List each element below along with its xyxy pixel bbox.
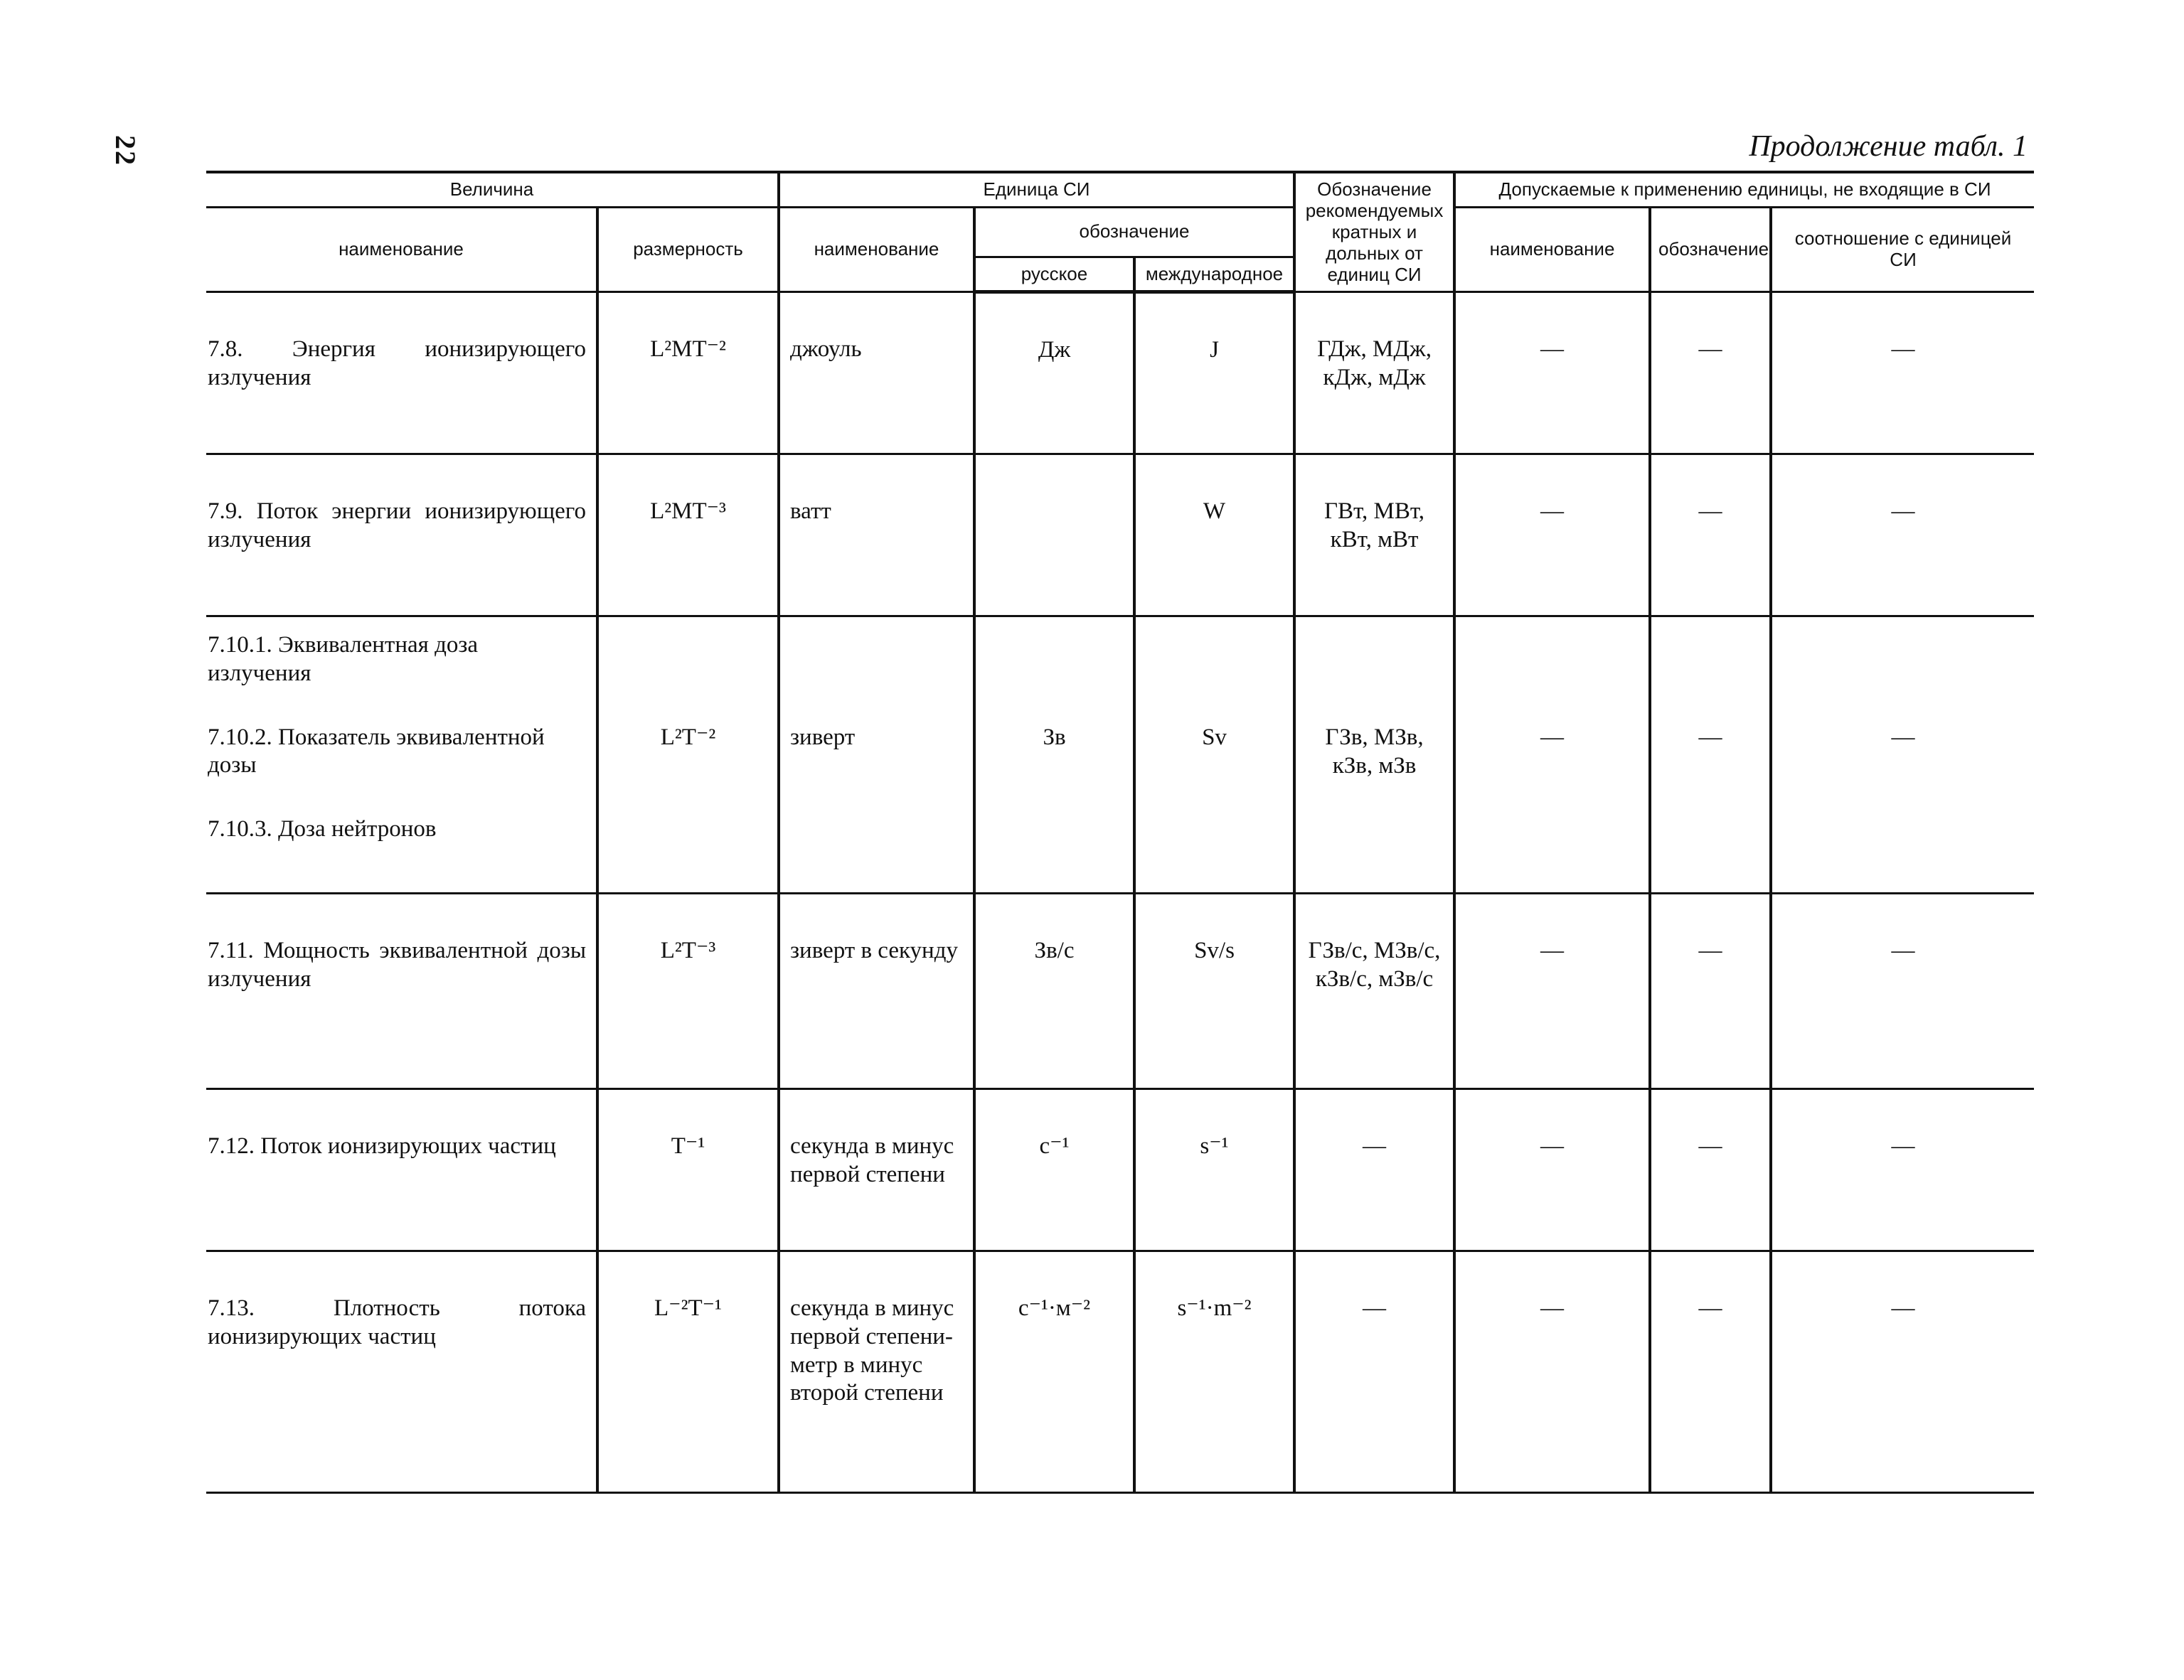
table-row xyxy=(206,292,2034,454)
designation-international: s⁻¹ xyxy=(1134,1089,1294,1251)
quantity-name: 7.11. Мощность эквивалентной дозы излучения xyxy=(206,894,597,1089)
designation-international: Sv xyxy=(1134,616,1294,894)
non-si-relation: — xyxy=(1771,1251,2034,1493)
dimension-value: L²T⁻³ xyxy=(597,894,779,1089)
header-quantity-name: наименование xyxy=(206,207,597,292)
non-si-designation: — xyxy=(1650,894,1771,1089)
designation-russian xyxy=(974,454,1134,616)
quantity-name: 7.12. Поток ионизирующих частиц xyxy=(206,1089,597,1251)
dimension-value: L⁻²T⁻¹ xyxy=(597,1251,779,1493)
non-si-name: — xyxy=(1454,1251,1650,1493)
non-si-designation: — xyxy=(1650,616,1771,894)
units-table xyxy=(206,171,2034,1494)
header-designation-international: международное xyxy=(1134,257,1294,292)
non-si-designation: — xyxy=(1650,454,1771,616)
designation-international: J xyxy=(1134,292,1294,454)
dimension-value: T⁻¹ xyxy=(597,1089,779,1251)
table-row xyxy=(206,1089,2034,1251)
non-si-designation: — xyxy=(1650,1089,1771,1251)
header-designation-group: обозначение xyxy=(974,207,1294,257)
quantity-name: 7.13. Плотность потока ионизирующих частиц xyxy=(206,1251,597,1493)
recommended-multiples: ГДж, МДж, кДж, мДж xyxy=(1294,292,1454,454)
header-dimension: размерность xyxy=(597,207,779,292)
units-table-container xyxy=(206,171,2034,1494)
table-row xyxy=(206,1251,2034,1493)
dimension-value: L²T⁻² xyxy=(597,616,779,894)
recommended-multiples: ГЗв/с, МЗв/с, кЗв/с, мЗв/с xyxy=(1294,894,1454,1089)
si-unit-name: секунда в минус первой степени xyxy=(779,1089,974,1251)
table-row xyxy=(206,616,2034,894)
table-row xyxy=(206,894,2034,1089)
non-si-name: — xyxy=(1454,454,1650,616)
designation-russian: Зв/с xyxy=(974,894,1134,1089)
header-non-si-group: Допускаемые к применению единицы, не входящие в СИ xyxy=(1454,172,2034,207)
designation-international: Sv/s xyxy=(1134,894,1294,1089)
non-si-relation: — xyxy=(1771,454,2034,616)
header-recommended-multiples: Обозначение рекомендуемых кратных и дольных от единиц СИ xyxy=(1294,172,1454,292)
header-si-unit-name: наименование xyxy=(779,207,974,292)
si-unit-name: ватт xyxy=(779,454,974,616)
page-number: 22 xyxy=(110,135,142,166)
designation-russian: с⁻¹·м⁻² xyxy=(974,1251,1134,1493)
non-si-designation: — xyxy=(1650,1251,1771,1493)
designation-international: W xyxy=(1134,454,1294,616)
quantity-name: 7.10.3. Доза нейтронов xyxy=(208,815,437,842)
non-si-relation: — xyxy=(1771,1089,2034,1251)
quantity-name: 7.8. Энергия ионизирующего излучения xyxy=(206,292,597,454)
header-si-unit-group: Единица СИ xyxy=(779,172,1294,207)
si-unit-name: секунда в минус первой степени-метр в минус второй степени xyxy=(779,1251,974,1493)
header-quantity-group: Величина xyxy=(206,172,779,207)
si-unit-name: зиверт в секунду xyxy=(779,894,974,1089)
table-continuation-label: Продолжение табл. 1 xyxy=(1749,130,2028,163)
non-si-relation: — xyxy=(1771,292,2034,454)
quantity-name: 7.10.2. Показатель эквивалентной дозы xyxy=(208,724,545,779)
recommended-multiples: ГВт, МВт, кВт, мВт xyxy=(1294,454,1454,616)
non-si-name: — xyxy=(1454,616,1650,894)
dimension-value: L²MT⁻² xyxy=(597,292,779,454)
designation-international: s⁻¹·m⁻² xyxy=(1134,1251,1294,1493)
quantity-name: 7.9. Поток энергии ионизирующего излучения xyxy=(206,454,597,616)
header-non-si-designation: обозначение xyxy=(1650,207,1771,292)
recommended-multiples: — xyxy=(1294,1251,1454,1493)
header-designation-russian: русское xyxy=(974,257,1134,292)
quantity-name: 7.10.1. Эквивалентная доза излучения xyxy=(208,632,479,687)
non-si-relation: — xyxy=(1771,894,2034,1089)
recommended-multiples: — xyxy=(1294,1089,1454,1251)
si-unit-name: зиверт xyxy=(779,616,974,894)
quantity-name-group xyxy=(206,616,597,894)
si-unit-name: джоуль xyxy=(779,292,974,454)
header-non-si-relation: соотношение с единицей СИ xyxy=(1771,207,2034,292)
non-si-relation: — xyxy=(1771,616,2034,894)
table-row xyxy=(206,454,2034,616)
non-si-name: — xyxy=(1454,894,1650,1089)
header-non-si-name: наименование xyxy=(1454,207,1650,292)
designation-russian: с⁻¹ xyxy=(974,1089,1134,1251)
dimension-value: L²MT⁻³ xyxy=(597,454,779,616)
non-si-name: — xyxy=(1454,292,1650,454)
designation-russian: Зв xyxy=(974,616,1134,894)
non-si-designation: — xyxy=(1650,292,1771,454)
recommended-multiples: ГЗв, МЗв, кЗв, мЗв xyxy=(1294,616,1454,894)
non-si-name: — xyxy=(1454,1089,1650,1251)
designation-russian: Дж xyxy=(974,292,1134,454)
